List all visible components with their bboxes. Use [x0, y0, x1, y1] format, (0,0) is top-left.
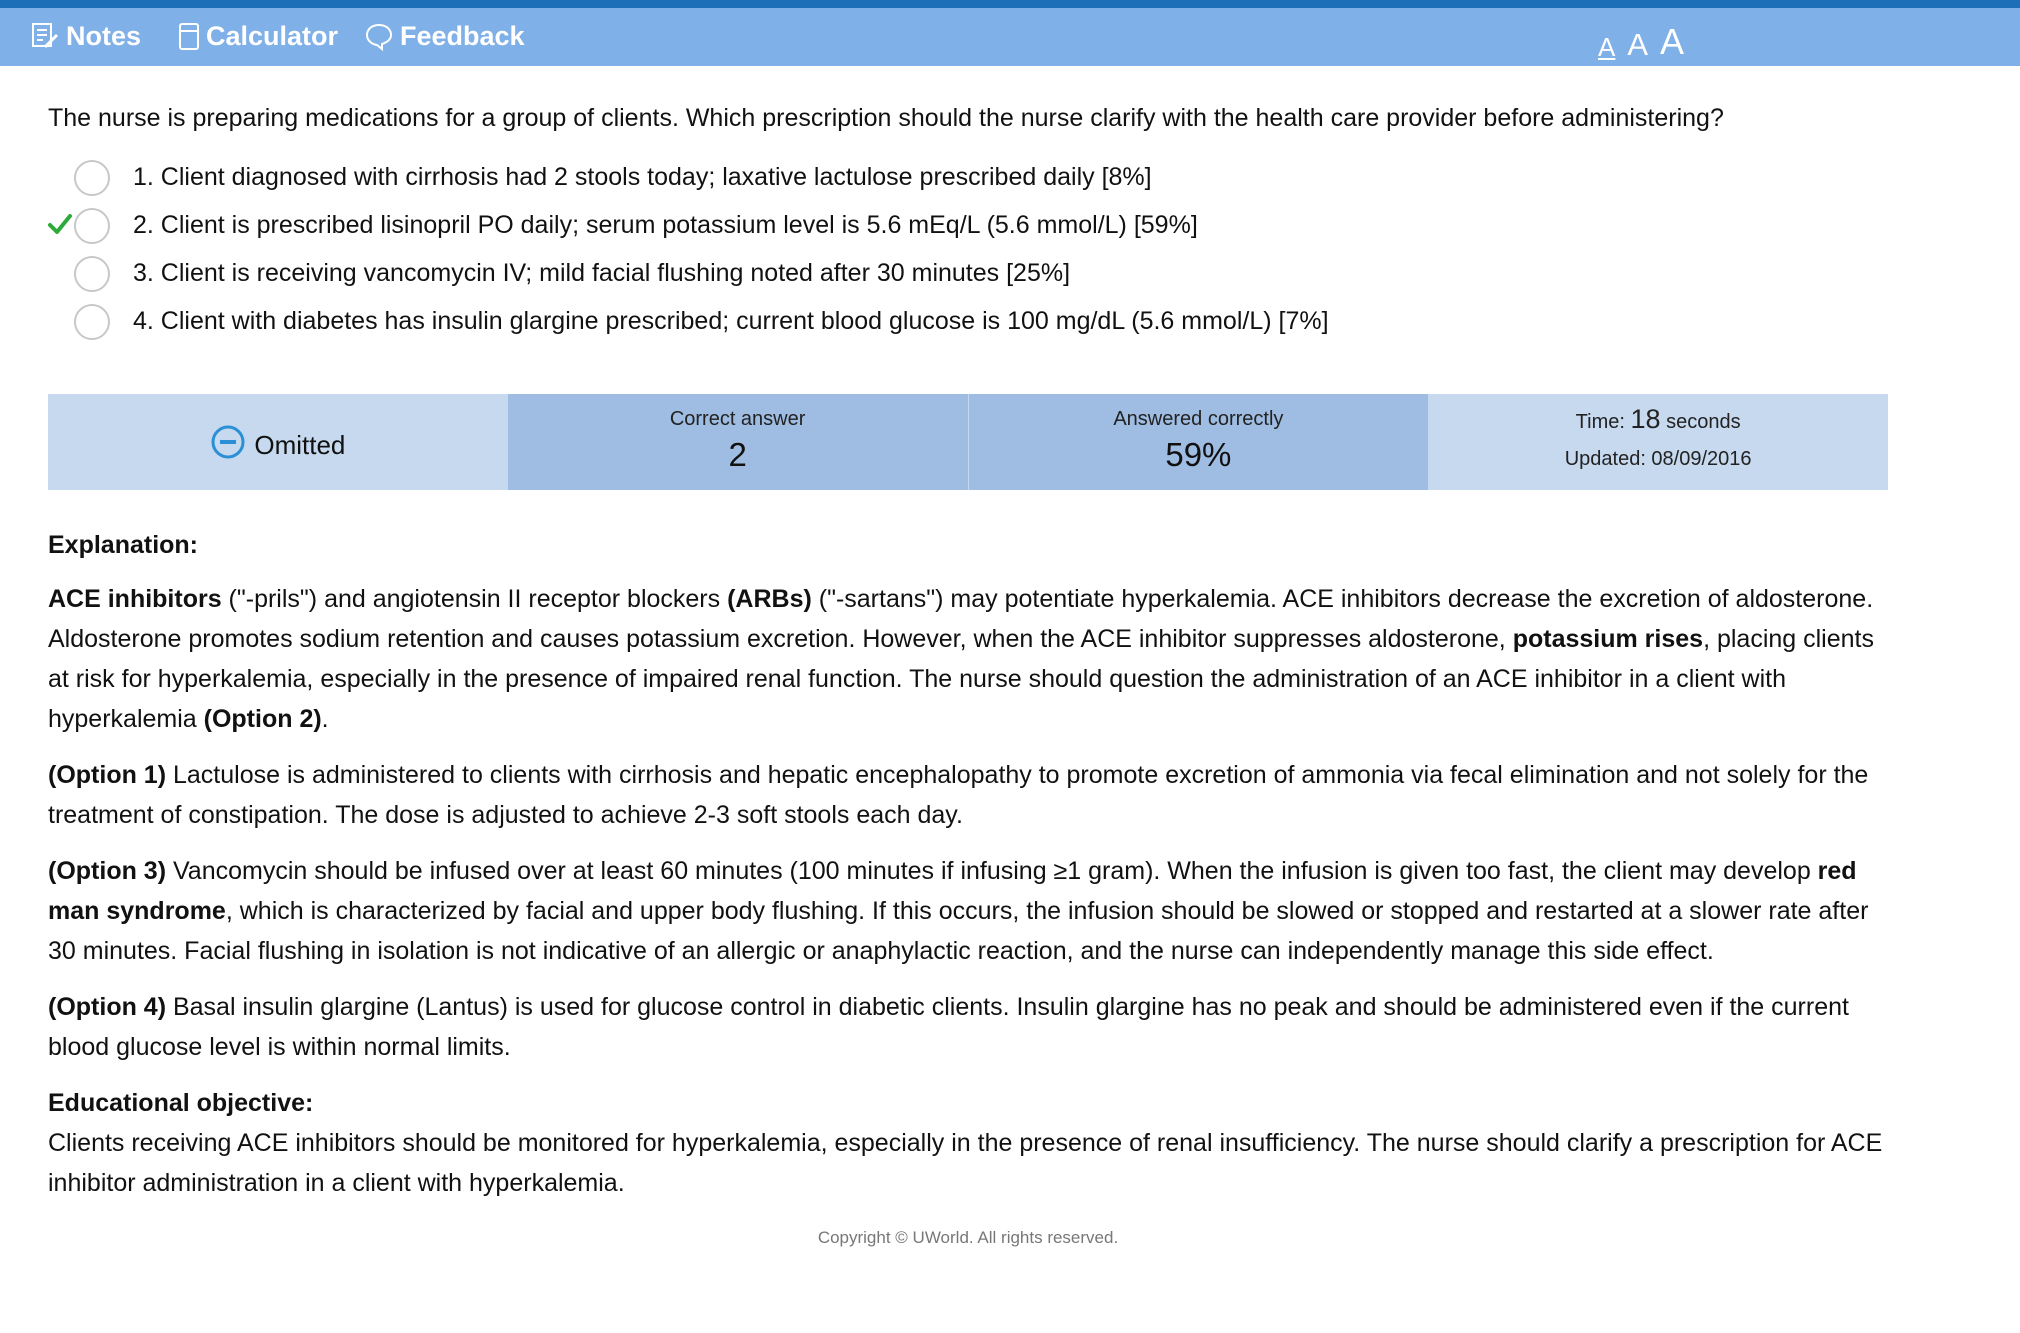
- explanation-text: , which is characterized by facial and upper body flushing. If this occurs, the infusion should be slowed or stopped and restarted at a slower rate after 30 minutes. Facial flushing in isolation is not indicative of an allergic or anaphylactic reaction, and the nurse can independently manage this side effect.: [48, 897, 1869, 965]
- feedback-label: Feedback: [400, 20, 525, 51]
- checkmark-icon: [48, 210, 72, 238]
- time-cell: [1428, 394, 1888, 490]
- updated-date: Updated: 08/09/2016: [1564, 448, 1752, 470]
- correct-answer-label: Correct answer: [669, 408, 806, 430]
- correct-answer-cell: [508, 394, 969, 490]
- option-1-explanation: [48, 755, 1898, 835]
- explanation-paragraph: [48, 579, 1898, 739]
- calculator-icon: [178, 21, 200, 51]
- answer-radio[interactable]: [74, 208, 110, 244]
- calculator-button[interactable]: [178, 16, 338, 56]
- explanation-text: ("-prils") and angiotensin II receptor blockers: [221, 585, 728, 613]
- answer-option-text: 3. Client is receiving vancomycin IV; mild facial flushing noted after 30 minutes [25%]: [133, 259, 1071, 287]
- explanation-text: ("-sartans") may potentiate hyperkalemia. ACE inhibitors decrease the excretion of aldosterone. Aldosterone promotes sodium retention and causes potassium excretion. However, when the ACE inhibitor suppresses aldosterone,: [48, 585, 1874, 653]
- explanation-text: .: [321, 705, 329, 733]
- question-stem: The nurse is preparing medications for a group of clients. Which prescription should the nurse clarify with the health care provider before administering?: [48, 104, 1724, 132]
- explanation-heading: Explanation:: [48, 531, 199, 559]
- speech-bubble-icon: [364, 21, 394, 51]
- educational-objective-heading: Educational objective:: [48, 1089, 314, 1117]
- bold-term: (Option 2): [203, 705, 322, 733]
- option-3-explanation: [48, 851, 1898, 971]
- answer-option[interactable]: [0, 158, 1500, 206]
- bold-term: (ARBs): [727, 585, 812, 613]
- bold-term: potassium rises: [1512, 625, 1704, 653]
- time-prefix: Time:: [1575, 411, 1625, 433]
- educational-objective-text: Clients receiving ACE inhibitors should be monitored for hyperkalemia, especially in the presence of renal insufficiency. The nurse should clarify a prescription for ACE inhibitor administration in a client with hyperkalemia.: [48, 1129, 1883, 1197]
- answered-correctly-cell: [969, 394, 1429, 490]
- explanation-section: [48, 525, 1898, 1219]
- answer-radio[interactable]: [74, 256, 110, 292]
- time-suffix: seconds: [1666, 411, 1741, 433]
- calculator-label: Calculator: [206, 20, 339, 51]
- answer-option[interactable]: [0, 254, 1500, 302]
- time-spent: [1428, 404, 1888, 435]
- result-stats-bar: [48, 394, 1888, 490]
- option-label: (Option 3): [48, 857, 167, 885]
- correct-answer-value: 2: [728, 436, 747, 473]
- option-label: (Option 4): [48, 993, 167, 1021]
- answer-radio[interactable]: [74, 304, 110, 340]
- explanation-text: Basal insulin glargine (Lantus) is used for glucose control in diabetic clients. Insulin glargine has no peak and should be administered even if the current blood glucose level is within normal limits.: [48, 993, 1849, 1061]
- answer-option-text: 1. Client diagnosed with cirrhosis had 2 stools today; laxative lactulose prescribed daily [8%]: [133, 163, 1152, 191]
- status-omitted: [48, 424, 508, 467]
- explanation-text: Vancomycin should be infused over at least 60 minutes (100 minutes if infusing ≥1 gram). When the infusion is given too fast, the client may develop: [166, 857, 1818, 885]
- minus-circle-icon: [210, 424, 254, 467]
- answer-options: [0, 158, 1500, 350]
- explanation-text: , placing clients at risk for hyperkalemia, especially in the presence of impaired renal function. The nurse should question the administration of an ACE inhibitor in a client with hyperkalemia: [48, 625, 1874, 733]
- feedback-button[interactable]: [364, 16, 525, 56]
- answer-option[interactable]: [0, 206, 1500, 254]
- time-value: 18: [1630, 404, 1661, 434]
- answer-option[interactable]: [0, 302, 1500, 350]
- status-label: Omitted: [254, 430, 346, 460]
- option-label: (Option 1): [48, 761, 167, 789]
- answer-option-text: 4. Client with diabetes has insulin glargine prescribed; current blood glucose is 100 mg/dL (5.6 mmol/L) [7%]: [133, 307, 1329, 335]
- bold-term: ACE inhibitors: [48, 585, 222, 613]
- explanation-text: Lactulose is administered to clients with cirrhosis and hepatic encephalopathy to promote excretion of ammonia via fecal elimination and not solely for the treatment of constipation. The dose is adjusted to achieve 2-3 soft stools each day.: [48, 761, 1869, 829]
- font-size-medium-button[interactable]: A: [1627, 27, 1649, 62]
- notes-icon: [30, 21, 60, 51]
- font-size-controls: [1598, 20, 1696, 60]
- answered-correctly-value: 59%: [1165, 436, 1232, 473]
- bold-term: red man syndrome: [48, 857, 1857, 925]
- status-cell: [48, 394, 508, 490]
- top-accent-line: [0, 0, 2020, 8]
- option-4-explanation: [48, 987, 1898, 1067]
- copyright-footer: Copyright © UWorld. All rights reserved.: [817, 1228, 1119, 1247]
- answered-correctly-label: Answered correctly: [1113, 408, 1284, 430]
- notes-button[interactable]: [30, 16, 141, 56]
- font-size-large-button[interactable]: A: [1660, 21, 1685, 62]
- toolbar: [0, 8, 2020, 66]
- font-size-small-button[interactable]: A: [1598, 32, 1616, 62]
- answer-option-text: 2. Client is prescribed lisinopril PO daily; serum potassium level is 5.6 mEq/L (5.6 mmol/L) [59%]: [133, 211, 1198, 239]
- notes-label: Notes: [66, 20, 142, 51]
- answer-radio[interactable]: [74, 160, 110, 196]
